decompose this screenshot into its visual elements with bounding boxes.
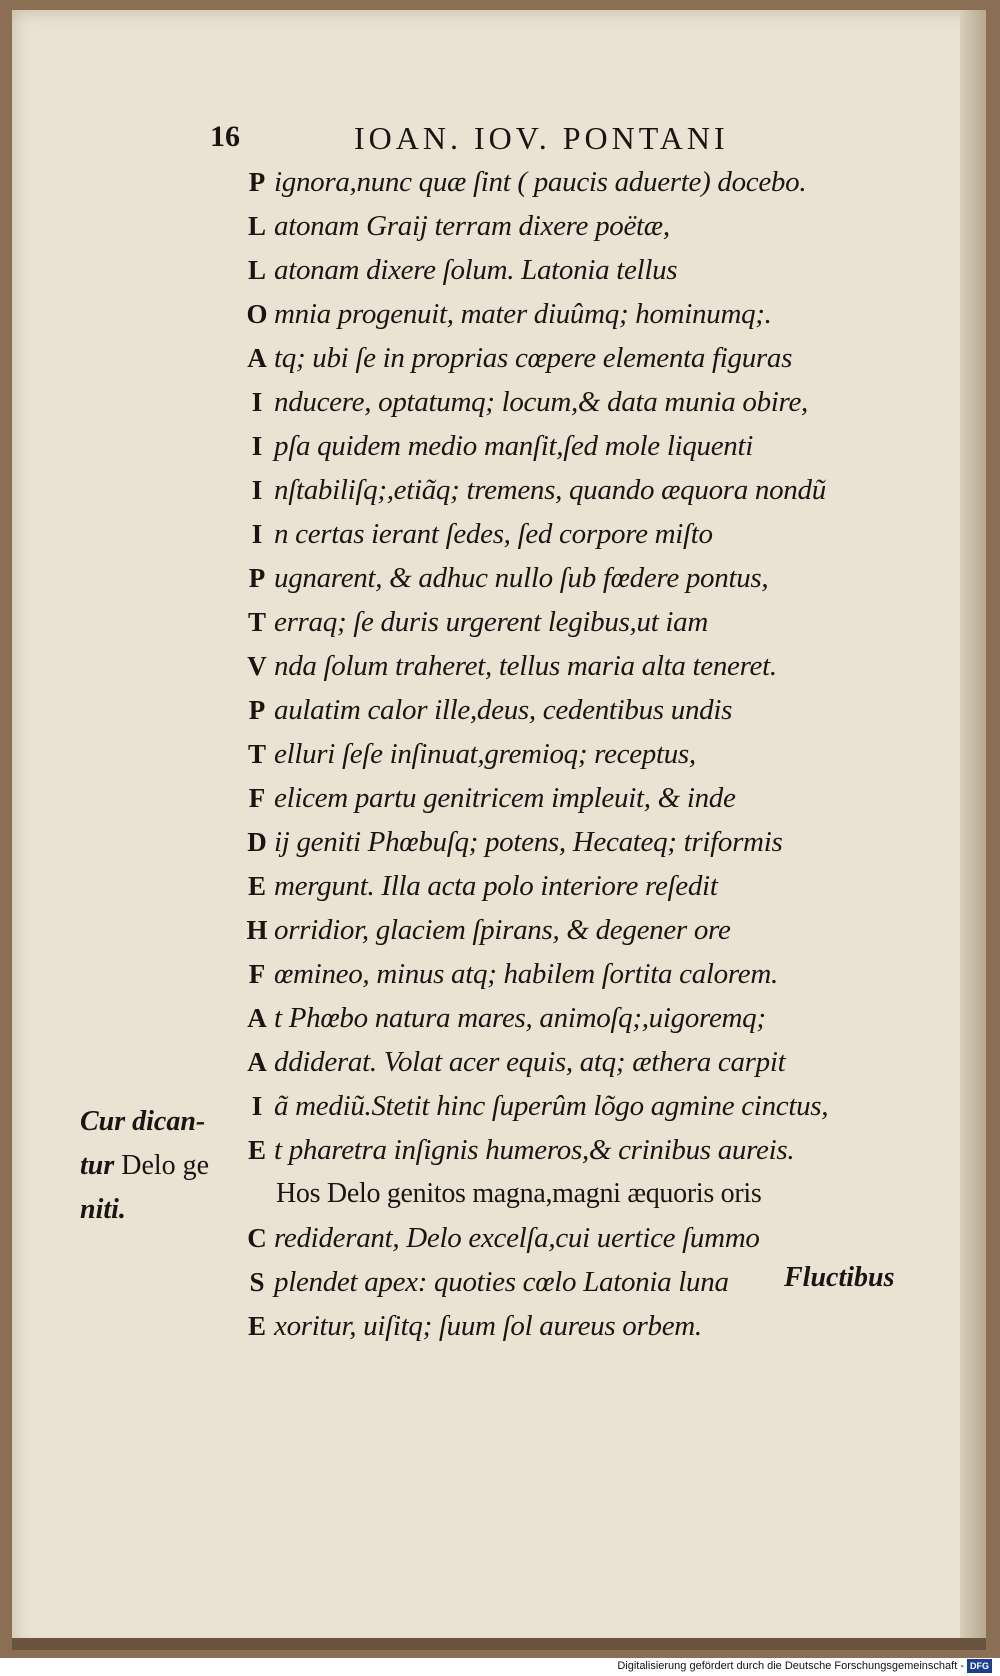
verse-text: xoritur, uiſitq; ſuum ſol aureus orbem. xyxy=(274,1310,702,1342)
verse-text: nda ſolum traheret, tellus maria alta teneret. xyxy=(274,650,777,682)
verse-text: ugnarent, & adhuc nullo ſub fœdere pontus, xyxy=(274,562,769,594)
verse-initial: I xyxy=(251,475,263,505)
verse-line xyxy=(12,644,986,688)
verse-text: aulatim calor ille,deus, cedentibus undis xyxy=(274,694,733,726)
verse-text: rediderant, Delo excelſa,cui uertice ſummo xyxy=(274,1222,760,1254)
verse-line xyxy=(12,996,986,1040)
verse-initial: F xyxy=(248,959,266,989)
credit-text: Digitalisierung gefördert durch die Deutsche Forschungsgemeinschaft - xyxy=(617,1660,964,1672)
verse-text: elicem partu genitricem impleuit, & inde xyxy=(274,782,736,814)
verse-text: n certas ierant ſedes, ſed corpore miſto xyxy=(274,518,713,550)
verse-initial: P xyxy=(248,167,266,197)
verse-initial: I xyxy=(251,1091,263,1121)
verse-line xyxy=(12,160,986,204)
verse-initial: O xyxy=(246,299,268,329)
digitization-credit xyxy=(617,1658,992,1674)
verse-line xyxy=(12,380,986,424)
verse-text: nducere, optatumq; locum,& data munia obire, xyxy=(274,386,808,418)
verse-initial: E xyxy=(247,871,266,901)
verse-line xyxy=(12,820,986,864)
verse-initial: P xyxy=(248,563,266,593)
verse-initial: L xyxy=(247,255,266,285)
marginal-note-line xyxy=(80,1144,240,1188)
running-head: IOAN. IOV. PONTANI xyxy=(354,120,729,156)
verse-line xyxy=(12,1040,986,1084)
verse-line xyxy=(12,908,986,952)
verse-text: t pharetra inſignis humeros,& crinibus aureis. xyxy=(274,1134,795,1166)
verse-text: Hos Delo genitos magna,magni æquoris oris xyxy=(276,1178,762,1209)
verse-text: orridior, glaciem ſpirans, & degener ore xyxy=(274,914,731,946)
verse-initial: T xyxy=(247,739,266,769)
verse-line xyxy=(12,556,986,600)
verse-text: mnia progenuit, mater diuûmq; hominumq;. xyxy=(274,298,772,330)
verse-initial: A xyxy=(247,343,267,373)
verse-line xyxy=(12,776,986,820)
verse-line xyxy=(12,292,986,336)
marginal-note xyxy=(80,1100,240,1232)
catchword: Fluctibus xyxy=(784,1262,895,1293)
verse-initial: S xyxy=(249,1267,265,1297)
verse-initial: E xyxy=(247,1135,266,1165)
verse-initial: H xyxy=(246,915,268,945)
verse-text: ij geniti Phœbuſq; potens, Hecateq; triformis xyxy=(274,826,783,858)
verse-text: erraq; ſe duris urgerent legibus,ut iam xyxy=(274,606,709,638)
verse-initial: I xyxy=(251,387,263,417)
verse-line xyxy=(12,424,986,468)
verse-line xyxy=(12,864,986,908)
verse-text: t Phœbo natura mares, animoſq;,uigoremq; xyxy=(274,1002,766,1034)
verse-text: elluri ſeſe inſinuat,gremioq; receptus, xyxy=(274,738,696,770)
marginal-note-text: niti. xyxy=(80,1194,126,1225)
verse-line xyxy=(12,1304,986,1348)
verse-initial: F xyxy=(248,783,266,813)
verse-text: ignora,nunc quæ ſint ( paucis aduerte) docebo. xyxy=(274,166,807,198)
verse-line xyxy=(12,336,986,380)
verse-line xyxy=(12,600,986,644)
verse-initial: I xyxy=(251,519,263,549)
verse-line xyxy=(12,732,986,776)
page-number: 16 xyxy=(210,120,240,153)
marginal-note-text: Cur dican- xyxy=(80,1106,206,1137)
verse-text: pſa quidem medio manſit,ſed mole liquenti xyxy=(274,430,754,462)
verse-initial: E xyxy=(247,1311,266,1341)
verse-text: œmineo, minus atq; habilem ſortita calorem. xyxy=(274,958,778,990)
verse-initial: T xyxy=(247,607,266,637)
page-header xyxy=(12,120,986,160)
verse-initial: I xyxy=(251,431,263,461)
verse-initial: P xyxy=(248,695,266,725)
verse-initial: A xyxy=(247,1047,267,1077)
marginal-note-line xyxy=(80,1100,240,1144)
marginal-note-text: tur xyxy=(80,1150,115,1181)
verse-line xyxy=(12,248,986,292)
verse-text: tq; ubi ſe in proprias cœpere elementa figuras xyxy=(274,342,793,374)
verse-text: ddiderat. Volat acer equis, atq; æthera carpit xyxy=(274,1046,786,1078)
verse-line xyxy=(12,512,986,556)
verse-initial: A xyxy=(247,1003,267,1033)
verse-initial: V xyxy=(247,651,267,681)
dfg-logo: DFG xyxy=(967,1659,992,1673)
verse-text: plendet apex: quoties cœlo Latonia luna xyxy=(274,1266,729,1298)
marginal-note-line xyxy=(80,1188,240,1232)
marginal-note-text: Delo ge xyxy=(114,1150,210,1181)
verse-text: atonam Graij terram dixere poëtæ, xyxy=(274,210,670,242)
verse-initial: D xyxy=(247,827,267,857)
verse-text: mergunt. Illa acta polo interiore reſedit xyxy=(274,870,718,902)
book-page xyxy=(12,10,986,1650)
verse-text: nſtabiliſq;,etiãq; tremens, quando æquora nondũ xyxy=(274,474,826,506)
verse-initial: L xyxy=(247,211,266,241)
verse-text: ã mediũ.Stetit hinc ſuperûm lõgo agmine cinctus, xyxy=(274,1090,829,1122)
page-bottom-edge xyxy=(12,1638,986,1650)
verse-line xyxy=(12,688,986,732)
verse-line xyxy=(12,468,986,512)
verse-text: atonam dixere ſolum. Latonia tellus xyxy=(274,254,678,286)
verse-line xyxy=(12,204,986,248)
verse-initial: C xyxy=(247,1223,267,1253)
verse-line xyxy=(12,952,986,996)
